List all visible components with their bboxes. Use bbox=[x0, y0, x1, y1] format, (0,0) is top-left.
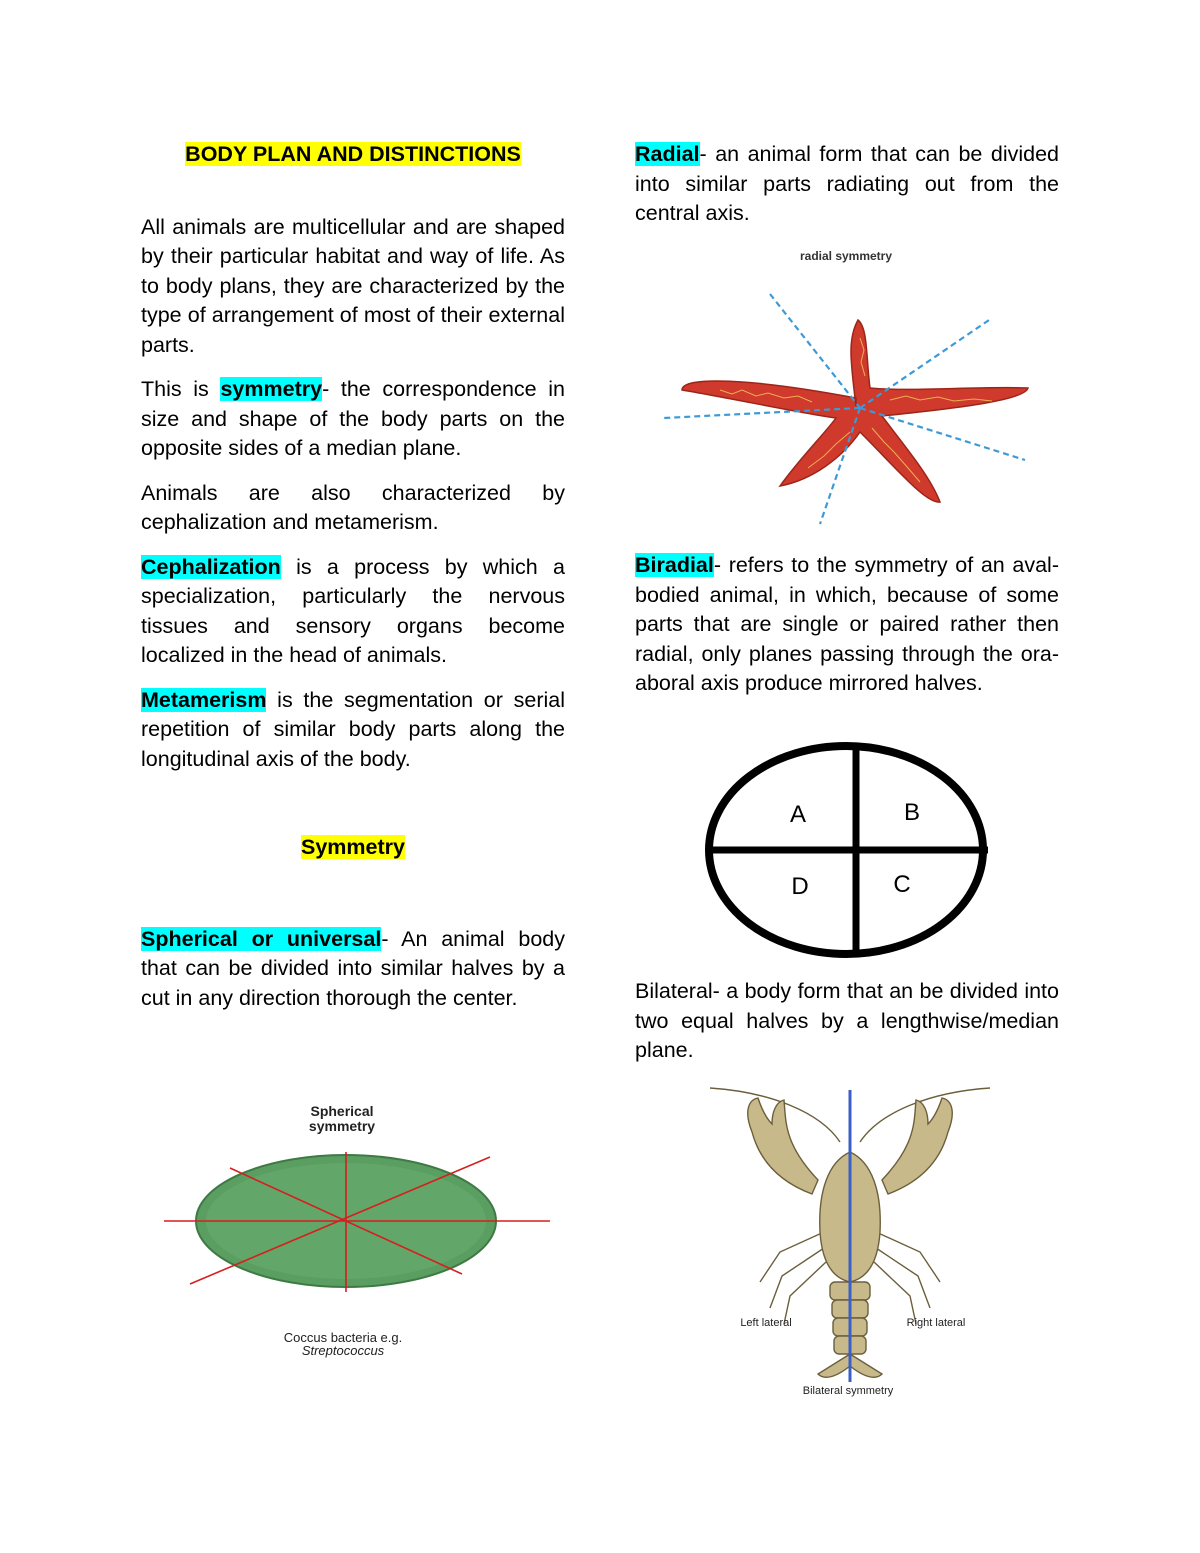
quadrant-label-a: A bbox=[789, 801, 807, 828]
biradial-paragraph bbox=[635, 551, 1059, 699]
biradial-term: Biradial bbox=[635, 553, 714, 577]
biradial-definition: - refers to the symmetry of an aval-bodied animal, in which, because of some parts that are single or paired rather then radial, only planes passing through the ora-aboral axis produce mirrored halves. bbox=[635, 553, 1059, 695]
symmetry-prefix: This is bbox=[141, 377, 221, 401]
leg-right-1 bbox=[876, 1232, 940, 1282]
also-paragraph: Animals are also characterized by cephalization and metamerism. bbox=[141, 480, 565, 534]
claw-left bbox=[748, 1098, 818, 1194]
intro-paragraph: All animals are multicellular and are shaped by their particular habitat and way of life. As to body plans, they are characterized by the type of arrangement of most of their external parts. bbox=[141, 214, 565, 357]
quadrant-label-b: B bbox=[903, 799, 921, 826]
radial-definition: - an animal form that can be divided into similar parts radiating out from the central axis. bbox=[635, 142, 1059, 225]
bilateral-symmetry-figure bbox=[700, 1082, 1000, 1404]
claw-right bbox=[882, 1098, 952, 1194]
cephalization-paragraph bbox=[141, 553, 565, 671]
symmetry-heading bbox=[141, 833, 565, 863]
symmetry-paragraph bbox=[141, 375, 565, 464]
radial-symmetry-figure bbox=[660, 248, 1040, 530]
starfish-body bbox=[682, 320, 1028, 502]
metamerism-paragraph bbox=[141, 686, 565, 775]
radial-title: radial symmetry bbox=[799, 249, 893, 263]
page-title-text: BODY PLAN AND DISTINCTIONS bbox=[185, 142, 521, 166]
bilateral-paragraph: Bilateral- a body form that an be divided into two equal halves by a lengthwise/median plane. bbox=[635, 979, 1059, 1062]
radial-term: Radial bbox=[635, 142, 700, 166]
quadrant-label-d: D bbox=[791, 873, 809, 900]
metamerism-term: Metamerism bbox=[141, 687, 267, 712]
right-lateral-label: Right lateral bbox=[906, 1317, 966, 1329]
symmetry-heading-text: Symmetry bbox=[301, 835, 405, 859]
left-lateral-label: Left lateral bbox=[740, 1317, 792, 1329]
leg-left-2 bbox=[770, 1248, 824, 1308]
symmetry-definition: - the correspondence in size and shape of the body parts on the opposite sides of a median plane. bbox=[141, 377, 566, 460]
cephalization-definition: is a process by which a specialization, particularly the nervous tissues and sensory organs become localized in the head of animals. bbox=[141, 554, 565, 667]
symmetry-axes bbox=[664, 294, 1025, 524]
cephalization-term: Cephalization bbox=[141, 554, 281, 579]
bilateral-caption: Bilateral symmetry bbox=[802, 1385, 894, 1397]
radial-paragraph bbox=[635, 140, 1059, 229]
spherical-term: Spherical or universal bbox=[141, 926, 382, 951]
spherical-definition: - An animal body that can be divided into similar halves by a cut in any direction thorough the center. bbox=[141, 926, 565, 1010]
spherical-caption-line2: Streptococcus bbox=[301, 1343, 385, 1358]
leg-right-2 bbox=[876, 1248, 930, 1308]
symmetry-term: symmetry bbox=[220, 377, 323, 401]
spherical-caption-line1: Coccus bacteria e.g. bbox=[283, 1330, 403, 1345]
metamerism-definition: is the segmentation or serial repetition of similar body parts along the longitudinal axis of the body. bbox=[141, 687, 565, 771]
biradial-symmetry-figure bbox=[702, 740, 992, 960]
biradial-block bbox=[635, 551, 1059, 714]
spherical-paragraph bbox=[141, 925, 565, 1014]
bilateral-block bbox=[635, 977, 1059, 1081]
left-column bbox=[141, 140, 565, 1028]
spherical-symmetry-figure bbox=[160, 1100, 560, 1360]
leg-left-1 bbox=[760, 1232, 824, 1282]
quadrant-label-c: C bbox=[893, 871, 911, 898]
spherical-title-line1: Spherical bbox=[310, 1103, 374, 1119]
radial-block bbox=[635, 140, 1059, 244]
spherical-title-line2: symmetry bbox=[308, 1118, 376, 1134]
page-title bbox=[141, 140, 565, 170]
